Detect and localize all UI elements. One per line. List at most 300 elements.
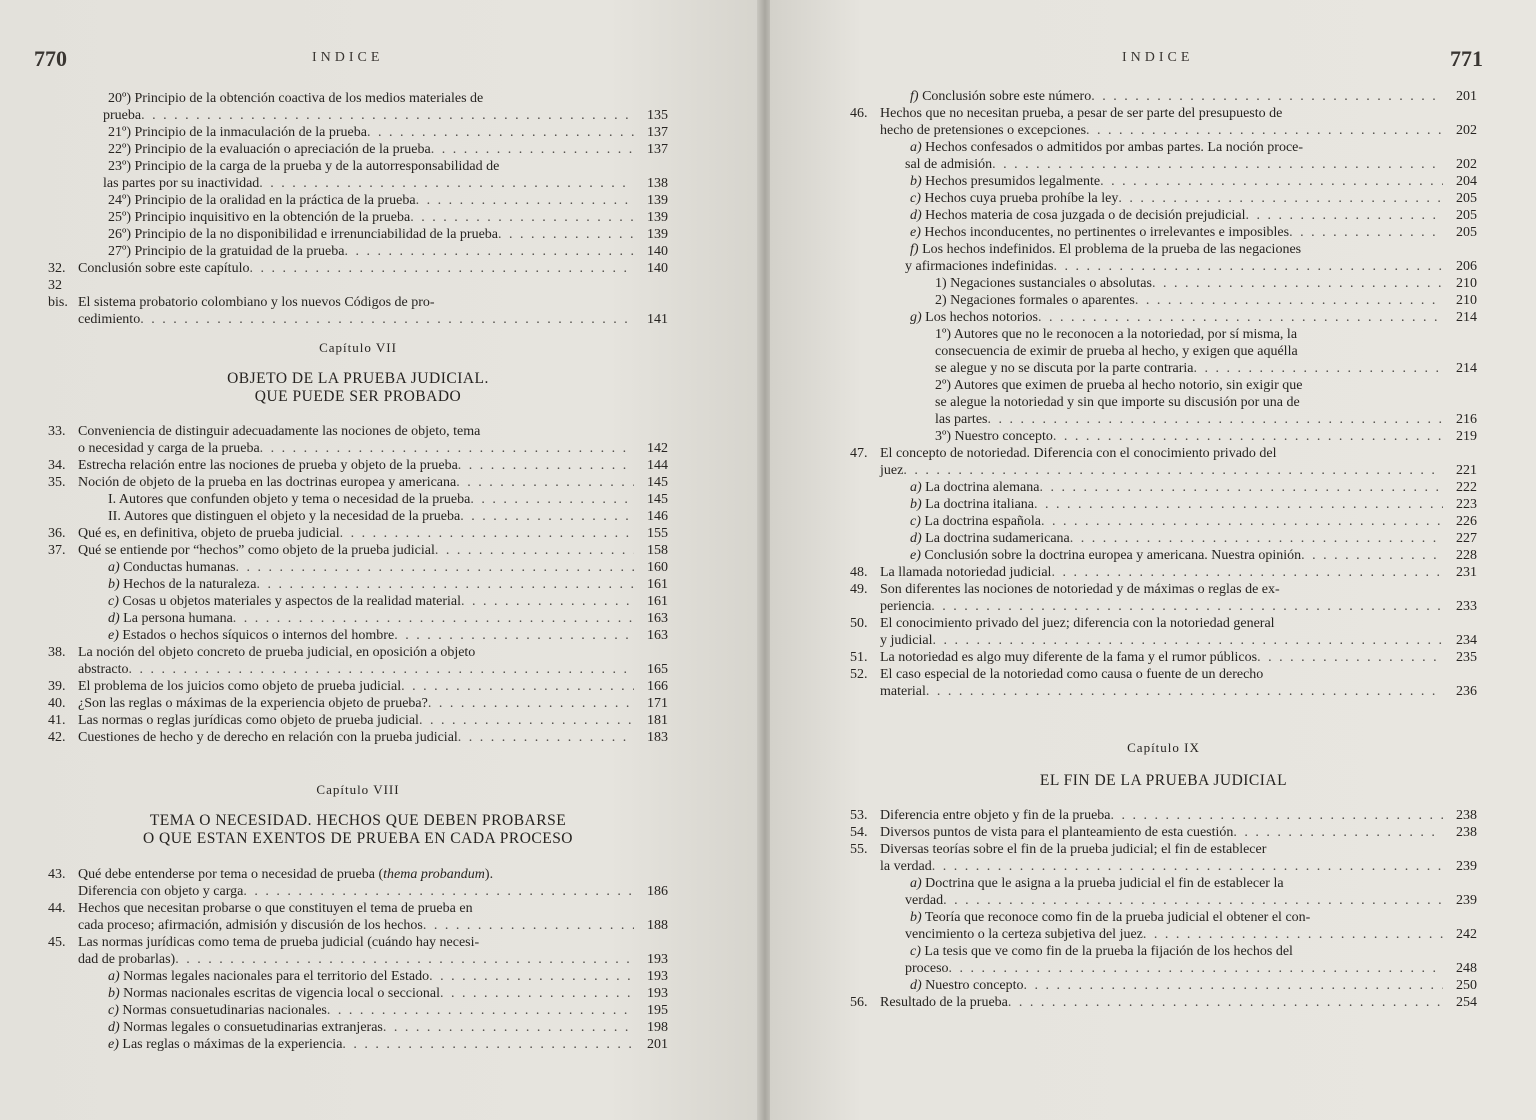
leader-dots — [401, 678, 634, 695]
entry-text: Principio de la oralidad en la práctica de la prueba — [134, 193, 416, 208]
toc-block-right-1 — [850, 88, 1477, 700]
entry-sub-label: 1º) — [935, 327, 952, 342]
entry-text: ¿Son las reglas o máximas de la experiencia objeto de prueba? — [78, 696, 428, 711]
entry-sub-label: e) — [108, 1037, 119, 1052]
toc-entry — [850, 292, 1477, 309]
entry-text: Hechos presumidos legalmente — [925, 174, 1101, 189]
entry-page: 186 — [647, 884, 668, 899]
leader-dots — [933, 632, 1444, 649]
leader-dots — [1024, 977, 1443, 994]
entry-text: Hechos inconducentes, no pertinentes o irrelevantes e imposibles — [924, 225, 1290, 240]
toc-entry — [850, 581, 1477, 615]
entry-text: Conveniencia de distinguir adecuadamente las nociones de objeto, tema — [78, 424, 481, 439]
entry-sub-label: d) — [910, 531, 922, 546]
entry-sub-label: d) — [910, 208, 922, 223]
toc-entry — [48, 559, 668, 576]
toc-entry — [850, 564, 1477, 581]
leader-dots — [1038, 309, 1443, 326]
leader-dots — [1245, 207, 1443, 224]
entry-page: 254 — [1456, 995, 1477, 1010]
page-number-right: 771 — [1450, 46, 1483, 71]
entry-text: El problema de los juicios como objeto de prueba judicial — [78, 679, 402, 694]
entry-text: Normas legales nacionales para el territorio del Estado — [123, 969, 430, 984]
leader-dots — [926, 683, 1443, 700]
entry-page: 235 — [1456, 650, 1477, 665]
entry-page: 201 — [647, 1037, 668, 1052]
entry-number: 32 bis. — [48, 278, 68, 310]
leader-dots — [1008, 994, 1443, 1011]
leader-dots — [243, 883, 634, 900]
entry-text: Conclusión sobre este capítulo — [78, 261, 250, 276]
leader-dots — [410, 209, 634, 226]
entry-text: Qué es, en definitiva, objeto de prueba judicial — [78, 526, 340, 541]
entry-text: Nuestro concepto — [954, 429, 1053, 444]
entry-sub-label: a) — [910, 140, 922, 155]
leader-dots — [903, 462, 1443, 479]
entry-page: 139 — [647, 210, 668, 225]
entry-text: Cosas u objetos materiales y aspectos de la realidad material — [122, 594, 461, 609]
entry-page: 206 — [1456, 259, 1477, 274]
toc-entry — [850, 241, 1477, 275]
toc-entry — [850, 649, 1477, 666]
entry-page: 140 — [647, 244, 668, 259]
entry-text: juez — [880, 463, 904, 478]
toc-entry — [48, 226, 668, 243]
entry-text: Negaciones sustanciales o absolutas — [950, 276, 1152, 291]
leader-dots — [456, 474, 634, 491]
entry-page: 238 — [1456, 825, 1477, 840]
leader-dots — [458, 457, 634, 474]
entry-page: 248 — [1456, 961, 1477, 976]
leader-dots — [1091, 88, 1443, 105]
right-page — [770, 0, 1536, 1120]
entry-text: vencimiento o la certeza subjetiva del juez — [905, 927, 1143, 942]
entry-page: 163 — [647, 628, 668, 643]
leader-dots — [429, 968, 634, 985]
leader-dots — [342, 1036, 634, 1053]
leader-dots — [1034, 496, 1443, 513]
entry-number: 35. — [48, 475, 66, 490]
toc-entry — [850, 807, 1477, 824]
toc-entry — [850, 530, 1477, 547]
entry-page: 226 — [1456, 514, 1477, 529]
toc-entry — [48, 1019, 668, 1036]
entry-text: Hechos que no necesitan prueba, a pesar de ser parte del presupuesto de — [880, 106, 1283, 121]
entry-text: Doctrina que le asigna a la prueba judicial el fin de establecer la — [925, 876, 1284, 891]
chapter-9-label: Capítulo IX — [1127, 740, 1200, 755]
page-number-left: 770 — [34, 46, 67, 71]
toc-entry — [850, 275, 1477, 292]
entry-number: 47. — [850, 446, 868, 461]
entry-number: 38. — [48, 645, 66, 660]
entry-page: 193 — [647, 952, 668, 967]
entry-sub-label: e) — [910, 225, 921, 240]
entry-sub-label: 21º) — [108, 125, 132, 140]
toc-entry — [48, 900, 668, 934]
leader-dots — [257, 576, 635, 593]
leader-dots — [1301, 547, 1443, 564]
entry-page: 145 — [647, 475, 668, 490]
toc-entry — [850, 977, 1477, 994]
entry-sub-label: c) — [910, 514, 921, 529]
leader-dots — [1070, 530, 1443, 547]
leader-dots — [435, 542, 634, 559]
toc-entry — [48, 90, 668, 124]
toc-entry — [850, 207, 1477, 224]
toc-entry — [850, 326, 1477, 377]
entry-text: Hechos materia de cosa juzgada o de decisión prejudicial — [925, 208, 1246, 223]
leader-dots — [1086, 122, 1443, 139]
entry-text: Las normas o reglas jurídicas como objeto de prueba judicial — [78, 713, 419, 728]
entry-sub-label: 2º) — [935, 378, 952, 393]
entry-text: Hechos confesados o admitidos por ambas partes. La noción proce- — [925, 140, 1304, 155]
entry-page: 204 — [1456, 174, 1477, 189]
toc-entry — [850, 824, 1477, 841]
entry-text: Las reglas o máximas de la experiencia — [122, 1037, 343, 1052]
leader-dots — [1194, 360, 1443, 377]
leader-dots — [260, 440, 634, 457]
toc-entry — [850, 139, 1477, 173]
entry-text: la verdad — [880, 859, 932, 874]
entry-sub-label: f) — [910, 89, 919, 104]
toc-entry — [850, 377, 1477, 428]
entry-sub-label: b) — [910, 497, 922, 512]
toc-entry — [48, 934, 668, 968]
leader-dots — [344, 243, 634, 260]
entry-page: 181 — [647, 713, 668, 728]
entry-page: 183 — [647, 730, 668, 745]
entry-text: Principio de la evaluación o apreciación de la prueba — [134, 142, 431, 157]
leader-dots — [175, 951, 634, 968]
entry-number: 48. — [850, 565, 868, 580]
entry-sub-label: 1) — [935, 276, 947, 291]
entry-page: 234 — [1456, 633, 1477, 648]
leader-dots — [367, 124, 634, 141]
entry-page: 158 — [647, 543, 668, 558]
toc-entry — [48, 866, 668, 900]
entry-page: 137 — [647, 142, 668, 157]
left-page — [0, 0, 760, 1120]
toc-entry — [48, 985, 668, 1002]
entry-text: Los hechos indefinidos. El problema de la prueba de las negaciones — [922, 242, 1302, 257]
entry-page: 193 — [647, 969, 668, 984]
toc-entry — [850, 615, 1477, 649]
entry-text: Autores que no le reconocen a la notoriedad, por sí misma, la — [953, 327, 1298, 342]
entry-text: Estados o hechos síquicos o internos del hombre — [122, 628, 395, 643]
leader-dots — [1100, 173, 1443, 190]
toc-entry — [48, 525, 668, 542]
entry-text: Normas consuetudinarias nacionales — [122, 1003, 327, 1018]
entry-sub-label: c) — [108, 594, 119, 609]
entry-number: 55. — [850, 842, 868, 857]
toc-entry — [850, 105, 1477, 139]
entry-text: Hechos que necesitan probarse o que constituyen el tema de prueba en — [78, 901, 473, 916]
entry-number: 46. — [850, 106, 868, 121]
entry-text: Principio de la no disponibilidad e irrenunciabilidad de la prueba — [134, 227, 499, 242]
leader-dots — [987, 411, 1443, 428]
entry-page: 193 — [647, 986, 668, 1001]
entry-page: 239 — [1456, 893, 1477, 908]
entry-text: Principio de la carga de la prueba y de la autorresponsabilidad de — [134, 159, 500, 174]
entry-page: 216 — [1456, 412, 1477, 427]
entry-text: y afirmaciones indefinidas — [905, 259, 1054, 274]
leader-dots — [1041, 513, 1443, 530]
entry-page: 233 — [1456, 599, 1477, 614]
toc-entry — [850, 309, 1477, 326]
toc-entry — [850, 173, 1477, 190]
entry-text: o necesidad y carga de la prueba — [78, 441, 260, 456]
entry-sub-label: c) — [910, 191, 921, 206]
entry-sub-label: d) — [910, 978, 922, 993]
leader-dots — [428, 695, 634, 712]
entry-sub-label: 20º) — [108, 91, 132, 106]
entry-page: 214 — [1456, 310, 1477, 325]
entry-page: 141 — [647, 312, 668, 327]
entry-text: Conclusión sobre la doctrina europea y americana. Nuestra opinión — [924, 548, 1302, 563]
entry-text: se alegue y no se discuta por la parte contraria — [935, 361, 1194, 376]
entry-text: periencia — [880, 599, 932, 614]
entry-page: 198 — [647, 1020, 668, 1035]
toc-entry — [48, 457, 668, 474]
leader-dots — [416, 192, 634, 209]
entry-page: 238 — [1456, 808, 1477, 823]
entry-sub-label: a) — [108, 560, 120, 575]
entry-page: 138 — [647, 176, 668, 191]
entry-text: Diversas teorías sobre el fin de la prueba judicial; el fin de establecer — [880, 842, 1267, 857]
entry-number: 44. — [48, 901, 66, 916]
entry-sub-label: 24º) — [108, 193, 132, 208]
leader-dots — [259, 175, 634, 192]
running-head-left: INDICE — [312, 50, 384, 65]
entry-page: 160 — [647, 560, 668, 575]
entry-page: 236 — [1456, 684, 1477, 699]
leader-dots — [340, 525, 634, 542]
entry-text: Qué se entiende por “hechos” como objeto de la prueba judicial — [78, 543, 435, 558]
toc-entry — [850, 479, 1477, 496]
entry-sub-label: a) — [108, 969, 120, 984]
toc-entry — [48, 491, 668, 508]
leader-dots — [419, 712, 634, 729]
entry-text: La doctrina alemana — [925, 480, 1040, 495]
toc-entry — [48, 1002, 668, 1019]
chapter-7-title: OBJETO DE LA PRUEBA JUDICIAL. QUE PUEDE SER PROBADO — [227, 370, 489, 405]
entry-number: 36. — [48, 526, 66, 541]
entry-text: La doctrina italiana — [925, 497, 1035, 512]
entry-number: 49. — [850, 582, 868, 597]
leader-dots — [1143, 926, 1443, 943]
leader-dots — [236, 559, 634, 576]
entry-text: consecuencia de eximir de prueba al hecho, y exigen que aquélla — [935, 344, 1298, 359]
entry-number: 50. — [850, 616, 868, 631]
entry-page: 145 — [647, 492, 668, 507]
entry-text: Autores que eximen de prueba al hecho notorio, sin exigir que — [953, 378, 1303, 393]
toc-entry — [850, 875, 1477, 909]
entry-page: 222 — [1456, 480, 1477, 495]
entry-page: 228 — [1456, 548, 1477, 563]
entry-text: cada proceso; afirmación, admisión y discusión de los hechos — [78, 918, 423, 933]
entry-text: proceso — [905, 961, 949, 976]
leader-dots — [1118, 190, 1443, 207]
toc-entry — [850, 496, 1477, 513]
entry-sub-label: 23º) — [108, 159, 132, 174]
entry-page: 188 — [647, 918, 668, 933]
chapter-9-title: EL FIN DE LA PRUEBA JUDICIAL — [1039, 772, 1288, 789]
entry-sub-label: b) — [910, 174, 922, 189]
toc-entry — [48, 158, 668, 192]
entry-page: 135 — [647, 108, 668, 123]
entry-page: 205 — [1456, 208, 1477, 223]
leader-dots — [932, 858, 1443, 875]
entry-text: Nuestro concepto — [925, 978, 1024, 993]
entry-text: hecho de pretensiones o excepciones — [880, 123, 1087, 138]
entry-text: Hechos de la naturaleza — [123, 577, 257, 592]
entry-page: 210 — [1456, 293, 1477, 308]
toc-entry — [48, 627, 668, 644]
entry-text: La llamada notoriedad judicial — [880, 565, 1052, 580]
entry-text: y judicial — [880, 633, 933, 648]
entry-sub-label: c) — [910, 944, 921, 959]
entry-text: las partes — [935, 412, 988, 427]
leader-dots — [431, 141, 634, 158]
entry-text: Principio de la inmaculación de la prueba — [134, 125, 367, 140]
entry-page: 202 — [1456, 123, 1477, 138]
entry-number: 34. — [48, 458, 66, 473]
toc-entry — [48, 124, 668, 141]
leader-dots — [1135, 292, 1443, 309]
leader-dots — [1051, 564, 1443, 581]
toc-block-left-1 — [48, 90, 668, 328]
entry-page: 239 — [1456, 859, 1477, 874]
entry-text: Resultado de la prueba — [880, 995, 1008, 1010]
entry-text: El sistema probatorio colombiano y los nuevos Códigos de pro- — [78, 295, 435, 310]
entry-page: 231 — [1456, 565, 1477, 580]
toc-block-right-2 — [850, 807, 1477, 1011]
toc-entry — [48, 644, 668, 678]
entry-page: 144 — [647, 458, 668, 473]
entry-page: 155 — [647, 526, 668, 541]
leader-dots — [249, 260, 634, 277]
entry-page: 161 — [647, 594, 668, 609]
leader-dots — [394, 627, 634, 644]
entry-number: 51. — [850, 650, 868, 665]
entry-page: 202 — [1456, 157, 1477, 172]
toc-entry — [850, 909, 1477, 943]
toc-entry — [850, 666, 1477, 700]
leader-dots — [949, 960, 1443, 977]
entry-text: El caso especial de la notoriedad como causa o fuente de un derecho — [880, 667, 1264, 682]
entry-text: La noción del objeto concreto de prueba judicial, en oposición a objeto — [78, 645, 476, 660]
entry-sub-label: g) — [910, 310, 922, 325]
toc-entry — [850, 190, 1477, 207]
entry-text: Son diferentes las nociones de notoriedad y de máximas o reglas de ex- — [880, 582, 1280, 597]
entry-number: 32. — [48, 261, 66, 276]
entry-text: El conocimiento privado del juez; diferencia con la notoriedad general — [880, 616, 1275, 631]
entry-page: 137 — [647, 125, 668, 140]
entry-text: verdad — [905, 893, 944, 908]
entry-text: Negaciones formales o aparentes — [950, 293, 1135, 308]
entry-text: Estrecha relación entre las nociones de prueba y objeto de la prueba — [78, 458, 458, 473]
entry-page: 140 — [647, 261, 668, 276]
entry-text: La notoriedad es algo muy diferente de la fama y el rumor públicos — [880, 650, 1258, 665]
toc-entry — [850, 994, 1477, 1011]
entry-page: 166 — [647, 679, 668, 694]
entry-page: 139 — [647, 193, 668, 208]
entry-text: Diferencia entre objeto y fin de la prueba — [880, 808, 1111, 823]
leader-dots — [129, 661, 634, 678]
entry-number: 45. — [48, 935, 66, 950]
entry-sub-label: a) — [910, 480, 922, 495]
entry-page: 221 — [1456, 463, 1477, 478]
entry-page: 250 — [1456, 978, 1477, 993]
entry-number: 41. — [48, 713, 66, 728]
entry-text: Diferencia con objeto y carga — [78, 884, 244, 899]
entry-number: 53. — [850, 808, 868, 823]
entry-sub-label: e) — [910, 548, 921, 563]
entry-sub-label: b) — [910, 910, 922, 925]
leader-dots — [460, 508, 634, 525]
leader-dots — [498, 226, 634, 243]
toc-entry — [48, 968, 668, 985]
entry-sub-label: f) — [910, 242, 919, 257]
leader-dots — [1111, 807, 1443, 824]
leader-dots — [383, 1019, 634, 1036]
leader-dots — [1289, 224, 1443, 241]
leader-dots — [233, 610, 634, 627]
toc-entry — [850, 841, 1477, 875]
entry-text: Conductas humanas — [123, 560, 236, 575]
leader-dots — [1039, 479, 1443, 496]
running-head-right: INDICE — [1122, 50, 1194, 65]
entry-text: dad de probarlas) — [78, 952, 176, 967]
leader-dots — [943, 892, 1443, 909]
toc-entry — [48, 542, 668, 559]
entry-text: material — [880, 684, 926, 699]
toc-entry — [850, 943, 1477, 977]
toc-entry — [48, 277, 668, 328]
entry-text: La tesis que ve como fin de la prueba la fijación de los hechos del — [924, 944, 1293, 959]
entry-page: 139 — [647, 227, 668, 242]
entry-page: 163 — [647, 611, 668, 626]
leader-dots — [1054, 258, 1443, 275]
leader-dots — [327, 1002, 634, 1019]
entry-text: Principio de la obtención coactiva de los medios materiales de — [134, 91, 484, 106]
toc-entry — [48, 260, 668, 277]
entry-text: las partes por su inactividad — [103, 176, 260, 191]
entry-text: La doctrina española — [924, 514, 1042, 529]
toc-entry — [850, 224, 1477, 241]
entry-text: Principio inquisitivo en la obtención de la prueba — [134, 210, 411, 225]
entry-text: Hechos cuya prueba prohíbe la ley — [924, 191, 1119, 206]
leader-dots — [141, 107, 634, 124]
entry-text: Normas nacionales escritas de vigencia local o seccional — [123, 986, 440, 1001]
toc-entry — [850, 547, 1477, 564]
entry-number: 56. — [850, 995, 868, 1010]
leader-dots — [1257, 649, 1443, 666]
toc-entry — [48, 423, 668, 457]
toc-entry — [48, 141, 668, 158]
toc-entry — [48, 729, 668, 746]
entry-sub-label: c) — [108, 1003, 119, 1018]
leader-dots — [140, 311, 634, 328]
entry-page: 223 — [1456, 497, 1477, 512]
entry-text: prueba — [103, 108, 142, 123]
leader-dots — [992, 156, 1443, 173]
entry-text: Diversos puntos de vista para el planteamiento de esta cuestión — [880, 825, 1234, 840]
entry-sub-label: a) — [910, 876, 922, 891]
toc-block-left-2 — [48, 423, 668, 746]
entry-page: 219 — [1456, 429, 1477, 444]
leader-dots — [440, 985, 634, 1002]
